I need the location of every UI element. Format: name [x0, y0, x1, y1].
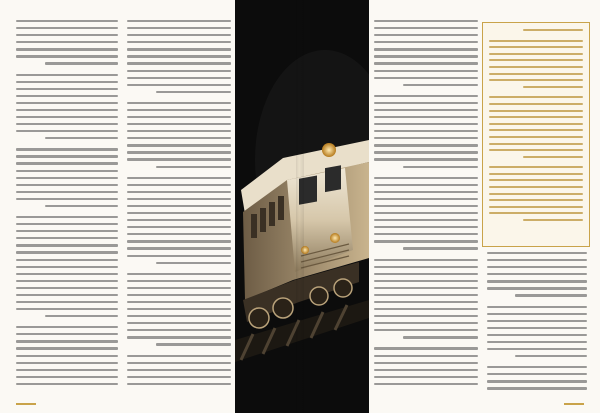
text-line: [374, 70, 478, 72]
text-line: [16, 376, 118, 378]
text-line: [127, 369, 231, 371]
text-line: [374, 294, 478, 296]
text-line: [489, 96, 583, 98]
text-line: [374, 77, 478, 79]
text-line: [16, 88, 118, 90]
text-line: [487, 334, 587, 336]
text-line: [16, 301, 118, 303]
text-line: [127, 315, 231, 317]
text-line: [127, 287, 231, 289]
text-line: [374, 184, 478, 186]
text-line: [515, 294, 587, 296]
text-line: [127, 383, 231, 385]
text-line: [156, 166, 231, 168]
text-line: [489, 79, 583, 81]
text-line: [523, 156, 583, 158]
text-line: [16, 27, 118, 29]
text-line: [16, 34, 118, 36]
left-column-b: [127, 20, 231, 391]
text-line: [515, 355, 587, 357]
text-line: [489, 53, 583, 55]
text-line: [374, 219, 478, 221]
text-line: [523, 86, 583, 88]
text-line: [127, 322, 231, 324]
text-line: [374, 329, 478, 331]
text-line: [489, 46, 583, 48]
text-line: [127, 280, 231, 282]
text-line: [374, 259, 478, 261]
text-line: [403, 166, 478, 168]
text-line: [487, 341, 587, 343]
text-line: [374, 226, 478, 228]
text-line: [487, 306, 587, 308]
text-line: [487, 366, 587, 368]
text-line: [127, 27, 231, 29]
text-line: [374, 177, 478, 179]
text-line: [489, 40, 583, 42]
text-line: [487, 259, 587, 261]
text-line: [374, 62, 478, 64]
text-line: [127, 62, 231, 64]
text-line: [489, 186, 583, 188]
text-line: [156, 91, 231, 93]
text-line: [127, 144, 231, 146]
text-line: [374, 383, 478, 385]
text-line: [487, 387, 587, 389]
text-line: [487, 287, 587, 289]
text-line: [127, 41, 231, 43]
text-line: [16, 369, 118, 371]
text-line: [45, 62, 118, 64]
text-line: [16, 55, 118, 57]
text-line: [127, 219, 231, 221]
text-line: [487, 313, 587, 315]
text-line: [374, 273, 478, 275]
text-line: [374, 102, 478, 104]
text-line: [16, 184, 118, 186]
text-line: [127, 102, 231, 104]
text-line: [16, 130, 118, 132]
text-line: [16, 223, 118, 225]
right-column-b: [487, 252, 587, 391]
text-line: [487, 348, 587, 350]
text-line: [523, 29, 583, 31]
text-line: [16, 273, 118, 275]
text-line: [489, 193, 583, 195]
right-column-a: [374, 20, 478, 391]
text-line: [374, 48, 478, 50]
text-line: [16, 177, 118, 179]
text-line: [16, 95, 118, 97]
text-line: [16, 340, 118, 342]
text-line: [374, 308, 478, 310]
text-line: [127, 123, 231, 125]
text-line: [127, 308, 231, 310]
text-line: [374, 347, 478, 349]
text-line: [374, 266, 478, 268]
text-line: [16, 123, 118, 125]
text-line: [374, 322, 478, 324]
text-line: [489, 179, 583, 181]
text-line: [127, 198, 231, 200]
text-line: [374, 362, 478, 364]
text-line: [16, 216, 118, 218]
text-line: [374, 123, 478, 125]
text-line: [127, 109, 231, 111]
text-line: [374, 315, 478, 317]
text-line: [374, 34, 478, 36]
text-line: [16, 155, 118, 157]
text-line: [156, 343, 231, 345]
text-line: [16, 308, 118, 310]
text-line: [374, 41, 478, 43]
text-line: [489, 199, 583, 201]
gutter: [296, 0, 304, 413]
text-line: [523, 219, 583, 221]
text-line: [487, 280, 587, 282]
text-line: [489, 59, 583, 61]
text-line: [127, 362, 231, 364]
text-line: [374, 287, 478, 289]
text-line: [374, 158, 478, 160]
text-line: [16, 102, 118, 104]
text-line: [487, 252, 587, 254]
text-line: [16, 170, 118, 172]
text-line: [374, 116, 478, 118]
text-line: [127, 301, 231, 303]
text-line: [127, 233, 231, 235]
text-line: [16, 81, 118, 83]
text-line: [489, 110, 583, 112]
text-line: [16, 287, 118, 289]
text-line: [16, 116, 118, 118]
text-line: [374, 212, 478, 214]
text-line: [127, 247, 231, 249]
text-line: [127, 84, 231, 86]
text-line: [16, 237, 118, 239]
text-line: [489, 66, 583, 68]
text-line: [127, 77, 231, 79]
left-column-a: [16, 20, 118, 391]
text-line: [487, 380, 587, 382]
text-line: [127, 191, 231, 193]
sidebar-box: [482, 22, 590, 247]
text-line: [16, 383, 118, 385]
text-line: [374, 20, 478, 22]
text-line: [16, 148, 118, 150]
text-line: [487, 373, 587, 375]
text-line: [127, 255, 231, 257]
text-line: [374, 130, 478, 132]
text-line: [16, 333, 118, 335]
text-line: [16, 294, 118, 296]
text-line: [374, 137, 478, 139]
text-line: [16, 41, 118, 43]
text-line: [16, 230, 118, 232]
text-line: [487, 273, 587, 275]
text-line: [16, 266, 118, 268]
text-line: [374, 95, 478, 97]
text-line: [489, 123, 583, 125]
text-line: [489, 103, 583, 105]
text-line: [127, 158, 231, 160]
text-line: [489, 129, 583, 131]
text-line: [374, 27, 478, 29]
text-line: [374, 355, 478, 357]
text-line: [374, 109, 478, 111]
text-line: [374, 376, 478, 378]
text-line: [16, 251, 118, 253]
text-line: [127, 70, 231, 72]
text-line: [374, 240, 478, 242]
text-line: [127, 116, 231, 118]
text-line: [489, 212, 583, 214]
text-line: [489, 73, 583, 75]
text-line: [374, 205, 478, 207]
text-line: [127, 55, 231, 57]
text-line: [489, 136, 583, 138]
text-line: [403, 247, 478, 249]
text-line: [16, 259, 118, 261]
text-line: [489, 166, 583, 168]
text-line: [16, 280, 118, 282]
text-line: [374, 191, 478, 193]
text-line: [16, 109, 118, 111]
text-line: [45, 315, 118, 317]
text-line: [127, 205, 231, 207]
text-line: [16, 198, 118, 200]
text-line: [127, 226, 231, 228]
text-line: [403, 336, 478, 338]
text-line: [127, 20, 231, 22]
text-line: [374, 233, 478, 235]
folio-rule-left: [16, 403, 36, 405]
text-line: [127, 294, 231, 296]
text-line: [16, 244, 118, 246]
text-line: [487, 327, 587, 329]
text-line: [127, 34, 231, 36]
text-line: [156, 262, 231, 264]
text-line: [127, 177, 231, 179]
text-line: [16, 191, 118, 193]
text-line: [16, 326, 118, 328]
text-line: [16, 20, 118, 22]
text-line: [489, 173, 583, 175]
text-line: [489, 116, 583, 118]
text-line: [16, 355, 118, 357]
text-line: [16, 74, 118, 76]
text-line: [489, 149, 583, 151]
text-line: [487, 320, 587, 322]
text-line: [16, 162, 118, 164]
text-line: [374, 55, 478, 57]
text-line: [127, 137, 231, 139]
text-line: [403, 84, 478, 86]
text-line: [374, 301, 478, 303]
text-line: [127, 130, 231, 132]
text-line: [127, 184, 231, 186]
text-line: [16, 362, 118, 364]
text-line: [487, 266, 587, 268]
text-line: [45, 205, 118, 207]
folio-rule-right: [564, 403, 584, 405]
text-line: [374, 151, 478, 153]
text-line: [374, 280, 478, 282]
text-line: [489, 206, 583, 208]
text-line: [16, 48, 118, 50]
text-line: [127, 240, 231, 242]
text-line: [16, 347, 118, 349]
text-line: [374, 369, 478, 371]
text-line: [45, 137, 118, 139]
text-line: [489, 143, 583, 145]
text-line: [374, 198, 478, 200]
text-line: [127, 376, 231, 378]
text-line: [127, 151, 231, 153]
text-line: [127, 336, 231, 338]
text-line: [374, 144, 478, 146]
text-line: [127, 355, 231, 357]
text-line: [127, 48, 231, 50]
text-line: [127, 273, 231, 275]
text-line: [127, 329, 231, 331]
text-line: [127, 212, 231, 214]
